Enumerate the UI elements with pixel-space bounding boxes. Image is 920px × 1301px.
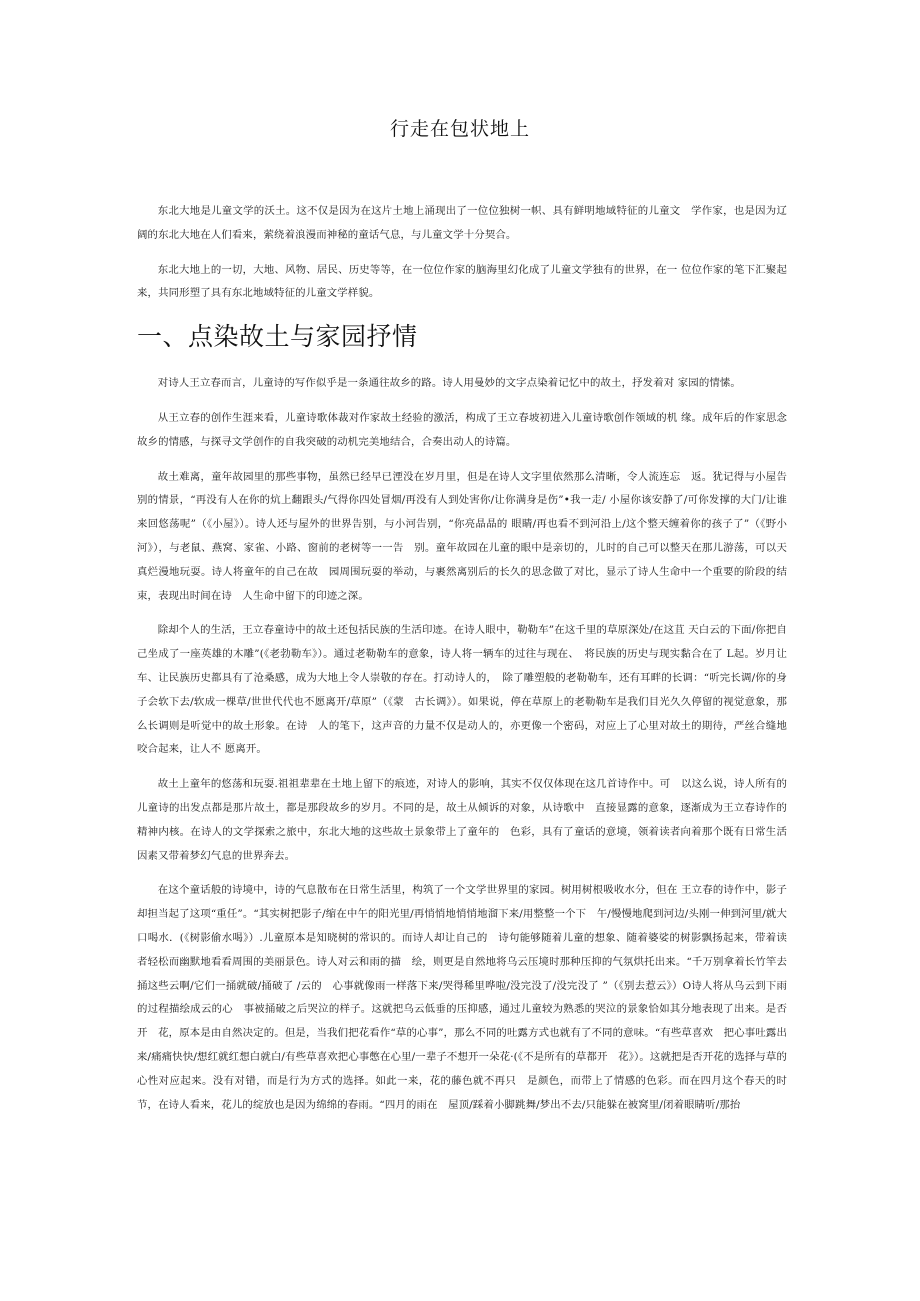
intro-paragraph-2: 东北大地上的一切，大地、风物、居民、历史等等，在一位位作家的脑海里幻化成了儿童文学独有的世界，在一 位位作家的笔下汇聚起来，共同形塑了具有东北地域特征的儿童文学样貌。	[137, 263, 787, 300]
section-paragraph-5: 故土上童年的悠荡和玩耍.祖祖辈辈在土地上留下的痕迹，对诗人的影响，其实不仅仅体现在这几首诗作中。可 以这么说，诗人所有的儿童诗的出发点都是那片故土，都是那段故乡的岁月。不同的是，故土从倾诉的对象，从诗歌中 直接显露的意象，逐渐成为王立春诗作的精神内核。在诗人的文学探索之旅中，东北大地的这些故土景象带上了童年的 色彩，具有了童话的意境，领着读者向着那个既有日常生活因素又带着梦幻气息的世界奔去。	[137, 778, 787, 862]
document-title: 行走在包状地上	[389, 118, 530, 140]
section-paragraph-3: 故土难离，童年故园里的那些事物，虽然已经早已湮没在岁月里，但是在诗人文字里依然那么清晰，令人流连忘 返。犹记得与小屋告别的情景，“再没有人在你的炕上翻跟头/气得你四处冒烟/再没有人到处害你/让你满身是伤”•我一走/ 小屋你该安静了/可你发撑的大门/让谁来回悠荡呢”（《小屋》）。诗人还与屋外的世界告别，与小河告别，“你亮晶晶的 眼睛/再也看不到河沿上/这个整天缠着你的孩子了”（《野小河》），与老鼠、燕窝、家雀、小路、窗前的老树等一一告 别。童年故园在儿童的眼中是亲切的，儿时的自己可以整天在那儿游荡，可以天真烂漫地玩耍。诗人将童年的自己在故 园周围玩耍的举动，与裹然离别后的长久的思念做了对比，显示了诗人生命中一个重要的阶段的结束，表现出时间在诗 人生命中留下的印迹之深。	[137, 470, 787, 602]
section-heading: 一、点染故土与家园抒情	[137, 322, 418, 352]
document-body	[137, 200, 787, 1128]
section-paragraph-4: 除却个人的生活，王立春童诗中的故土还包括民族的生活印迹。在诗人眼中，勒勒车”在这千里的草原深处/在这苴 天白云的下面/你把自己坐成了一座英雄的木雕”(《老勃勒车》）。通过老勒勒车的意象，诗人将一辆车的过往与现在、 将民族的历史与现实黏合在了 L起。岁月让车、让民族历史都具有了沧桑感，成为大地上令人崇敬的存在。打动诗人的， 除了雕塑般的老勒勒车，还有耳畔的长调：“听完长调/你的身子会软下去/软成一棵草/世世代代也不愿离开/草原”（《蒙 古长调》）。如果说，停在草原上的老勒勒车是我们目光久久停留的视觉意象，那么长调则是听觉中的故土形象。在诗 人的笔下，这声音的力量不仅是动人的，亦更像一个密码，对应上了心里对故土的期待，严丝合缝地咬合起来，让人不 愿离开。	[137, 624, 787, 756]
section-paragraph-6: 在这个童话般的诗境中，诗的气息散布在日常生活里，构筑了一个文学世界里的家园。树用树根吸收水分，但在 王立春的诗作中，影子却担当起了这项“重任”。“其实树把影子/缩在中午的阳光里/再悄悄地悄悄地溜下来/用整整一个下 午/慢慢地爬到河边/头刚一伸到河里/就大口喝水．(《树影偷水喝》）.儿童原本是知晓树的常识的。而诗人却让自己的 诗句能够随着儿童的想象、随着婆娑的树影飘扬起来，带着读者轻松而幽默地看看周围的美丽景色。诗人对云和雨的描 绘，则更是自然地将乌云压境时那种压抑的气氛烘托出来。“千万别拿着长竹竿去捅这些云啊/它们一捅就破/捅破了 /云的 心事就像雨一样落下来/哭得稀里哗啦/没完没了/没完没了 ”（《别去惹云》）O诗人将从乌云到下雨的过程描绘成云的心 事被捅破之后哭泣的样子。这就把乌云低垂的压抑感，通过儿童较为熟悉的哭泣的景象恰如其分地表现了出来。是否开 花，原本是由自然决定的。但是，当我们把花看作“草的心事”，那么不同的吐露方式也就有了不同的意味。“有些草喜欢 把心事吐露出来/痛痛快快/想红就红想白就白/有些草喜欢把心事憋在心里/一辈子不想开一朵花·(《不是所有的草都开 花》）。这就把是否开花的选择与草的心性对应起来。没有对错，而是行为方式的选择。如此一来，花的藤色就不再只 是颜色，而带上了情感的色彩。而在四月这个春天的时节，在诗人看来，花儿的绽放也是因为绵绵的春雨。“四月的雨在 屋顶/踩着小脚跳舞/梦出不去/只能躲在被窝里/闭着眼睛听/那抬	[137, 884, 787, 1111]
intro-paragraph-1: 东北大地是儿童文学的沃土。这不仅是因为在这片土地上涌现出了一位位独树一帜、具有鲜明地域特征的儿童文 学作家，也是因为辽阔的东北大地在人们看来，萦绕着浪漫而神秘的童话气息，与儿童文学十分契合。	[137, 205, 787, 241]
section-paragraph-1: 对诗人王立春而言，儿童诗的写作似乎是一条通往故乡的路。诗人用曼妙的文字点染着记忆中的故土，抒发着对 家园的情愫。	[157, 377, 741, 390]
section-paragraph-2: 从王立春的创作生涯来看，儿童诗歌体裁对作家故土经验的激活，构成了王立春坡初进入儿童诗歌创作领域的机 缘。成年后的作家思念故乡的情感，与探寻文学创作的自我突破的动机完美地结合，合奏出动人的诗篇。	[137, 411, 787, 448]
